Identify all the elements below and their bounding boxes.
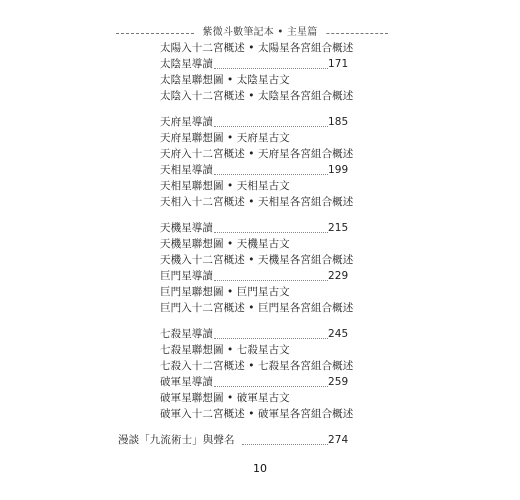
toc-page-number: 199 [328,164,349,176]
toc-entry-text: 天機入十二宮概述 • 天機星各宮組合概述 [160,254,354,266]
toc-leader-dots [214,264,328,281]
toc-leader-dots [214,370,328,387]
toc-entry-text: 太陰入十二宮概述 • 太陰星各宮組合概述 [160,90,354,102]
toc-entry-text: 巨門星導讀 [160,270,213,282]
toc-entry [0,342,520,358]
toc-page-number: 245 [328,328,349,340]
toc-entry-text: 七殺入十二宮概述 • 七殺星各宮組合概述 [160,360,354,372]
toc-entry [0,236,520,252]
toc-entry [0,220,520,236]
toc-entry [0,194,520,210]
toc-entry [0,130,520,146]
page-number-footer: 10 [253,462,267,475]
toc-entry-text: 太陰星導讀 [160,58,213,70]
toc-entry [0,178,520,194]
toc-page-number: 274 [328,434,349,446]
toc-entry [0,284,520,300]
toc-entry-text: 太陽入十二宮概述 • 太陽星各宮組合概述 [160,42,354,54]
toc-page-number: 171 [328,58,349,70]
toc-entry [0,88,520,104]
toc-leader-dots [214,52,328,69]
toc-leader-dots [214,322,328,339]
toc-entry-text: 天機星導讀 [160,222,213,234]
toc-entry [0,114,520,130]
toc-entry-text: 天府星聯想圖 • 天府星古文 [160,132,290,144]
toc-entry-text: 天府星導讀 [160,116,213,128]
toc-entry [0,432,520,448]
toc-entry [0,390,520,406]
toc-entry-text: 破軍入十二宮概述 • 破軍星各宮組合概述 [160,408,354,420]
toc-entry-text: 七殺星聯想圖 • 七殺星古文 [160,344,290,356]
toc-entry-text: 巨門星聯想圖 • 巨門星古文 [160,286,290,298]
toc-entry-text: 七殺星導讀 [160,328,213,340]
toc-entry-text: 漫談「九流術士」與聲名 [118,434,235,446]
toc-entry-text: 破軍星導讀 [160,376,213,388]
toc-entry-text: 天相星聯想圖 • 天相星古文 [160,180,290,192]
toc-entry [0,162,520,178]
toc-leader-dots [242,428,328,445]
toc-entry-text: 巨門入十二宮概述 • 巨門星各宮組合概述 [160,302,354,314]
toc-leader-dots [214,216,328,233]
toc-page-number: 229 [328,270,349,282]
toc-entry [0,326,520,342]
toc-page-number: 185 [328,116,349,128]
toc-entry [0,300,520,316]
toc-entry-text: 天相星導讀 [160,164,213,176]
toc-entry-text: 天機星聯想圖 • 天機星古文 [160,238,290,250]
toc-entry [0,268,520,284]
toc-entry [0,72,520,88]
toc-entry [0,406,520,422]
toc-leader-dots [214,158,328,175]
toc-page-number: 215 [328,222,349,234]
toc-leader-dots [214,110,328,127]
toc-entry [0,56,520,72]
toc-entry-text: 破軍星聯想圖 • 破軍星古文 [160,392,290,404]
toc-entry-text: 太陰星聯想圖 • 太陰星古文 [160,74,290,86]
toc-entry-text: 天相入十二宮概述 • 天相星各宮組合概述 [160,196,354,208]
toc-page-number: 259 [328,376,349,388]
header-title: 紫微斗數筆記本 • 主星篇 [195,24,326,42]
header-left-rule [116,33,194,34]
toc-entry-text: 天府入十二宮概述 • 天府星各宮組合概述 [160,148,354,160]
toc-entry [0,374,520,390]
